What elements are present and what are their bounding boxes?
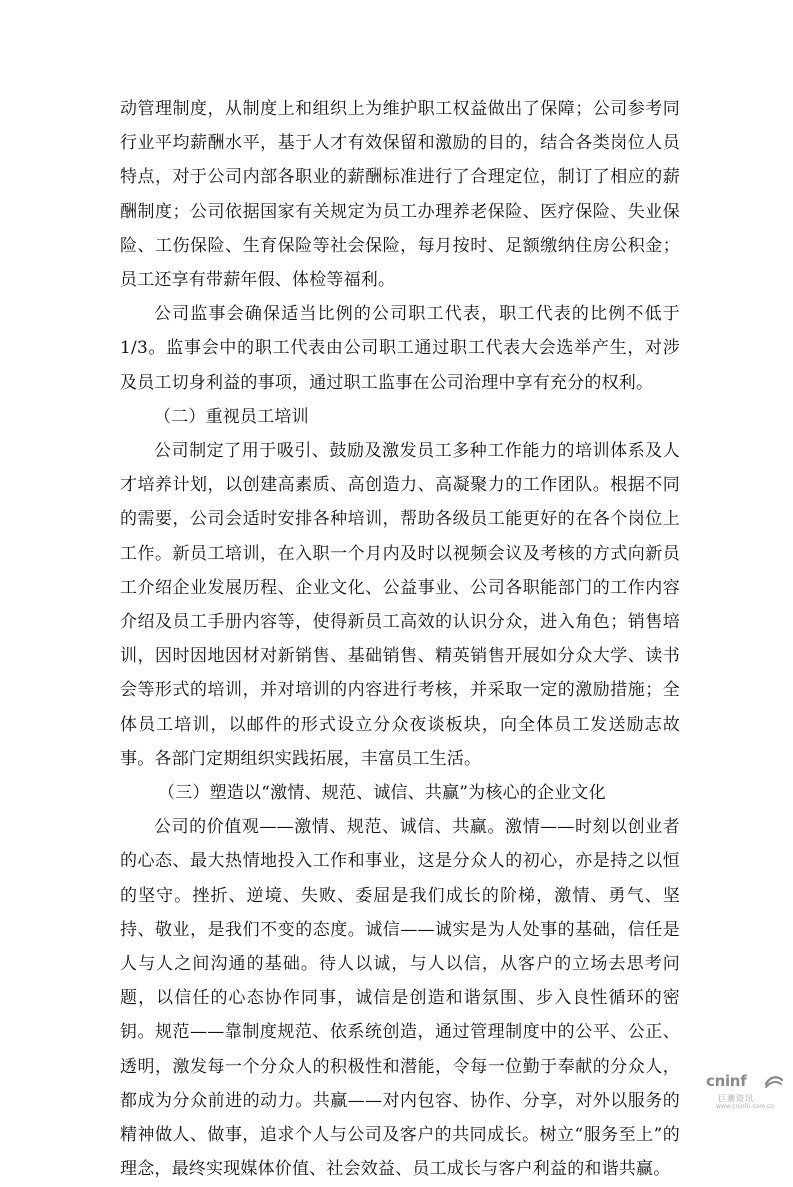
logo-swirl-icon — [764, 1074, 784, 1090]
document-body — [120, 92, 680, 1187]
paragraph-compensation: 动管理制度，从制度上和组织上为维护职工权益做出了保障；公司参考同行业平均薪酬水平，基于人才有效保留和激励的目的，结合各类岗位人员特点，对于公司内部各职业的薪酬标准进行了合理定位，制订了相应的薪酬制度；公司依据国家有关规定为员工办理养老保险、医疗保险、失业保险、工伤保险、生育保险等社会保险，每月按时、足额缴纳住房公积金；员工还享有带薪年假、体检等福利。 — [120, 99, 680, 291]
logo-url: www.cninfo.com.cn — [716, 1103, 775, 1110]
logo-wordmark: cninf — [706, 1072, 747, 1090]
logo-chinese-name: 巨潮资讯 — [718, 1094, 754, 1103]
cninfo-logo — [706, 1072, 786, 1112]
section-heading-culture: （三）塑造以“激情、规范、诚信、共赢”为核心的企业文化 — [158, 783, 606, 804]
paragraph-values: 公司的价值观——激情、规范、诚信、共赢。激情——时刻以创业者的心态、最大热情地投入工作和事业，这是分众人的初心，亦是持之以恒的坚守。挫折、逆境、失败、委屈是我们成长的阶梯，激情、勇气、坚持、敬业，是我们不变的态度。诚信——诚实是为人处事的基础，信任是人与人之间沟通的基础。待人以诚，与人以信，从客户的立场去思考问题，以信任的心态协作同事，诚信是创造和谐氛围、步入良性循环的密钥。规范——靠制度规范、依系统创造，通过管理制度中的公平、公正、透明，激发每一个分众人的积极性和潜能，令每一位勤于奉献的分众人，都成为分众前进的动力。共赢——对内包容、协作、分享，对外以服务的精神做人、做事，追求个人与公司及客户的共同成长。树立“服务至上”的理念，最终实现媒体价值、社会效益、员工成长与客户利益的和谐共赢。 — [120, 817, 680, 1180]
section-heading-training: （二）重视员工培训 — [154, 406, 309, 427]
paragraph-supervisory-board: 公司监事会确保适当比例的公司职工代表，职工代表的比例不低于1/3。监事会中的职工代表由公司职工通过职工代表大会选举产生，对涉及员工切身利益的事项，通过职工监事在公司治理中享有充分的权利。 — [120, 304, 680, 393]
paragraph-training: 公司制定了用于吸引、鼓励及激发员工多种工作能力的培训体系及人才培养计划，以创建高素质、高创造力、高凝聚力的工作团队。根据不同的需要，公司会适时安排各种培训，帮助各级员工能更好的在各个岗位上工作。新员工培训，在入职一个月内及时以视频会议及考核的方式向新员工介绍企业发展历程、企业文化、公益事业、公司各职能部门的工作内容介绍及员工手册内容等，使得新员工高效的认识分众，进入角色；销售培训，因时因地因材对新销售、基础销售、精英销售开展如分众大学、读书会等形式的培训，并对培训的内容进行考核，并采取一定的激励措施；全体员工培训，以邮件的形式设立分众夜谈板块，向全体员工发送励志故事。各部门定期组织实践拓展，丰富员工生活。 — [120, 441, 680, 769]
